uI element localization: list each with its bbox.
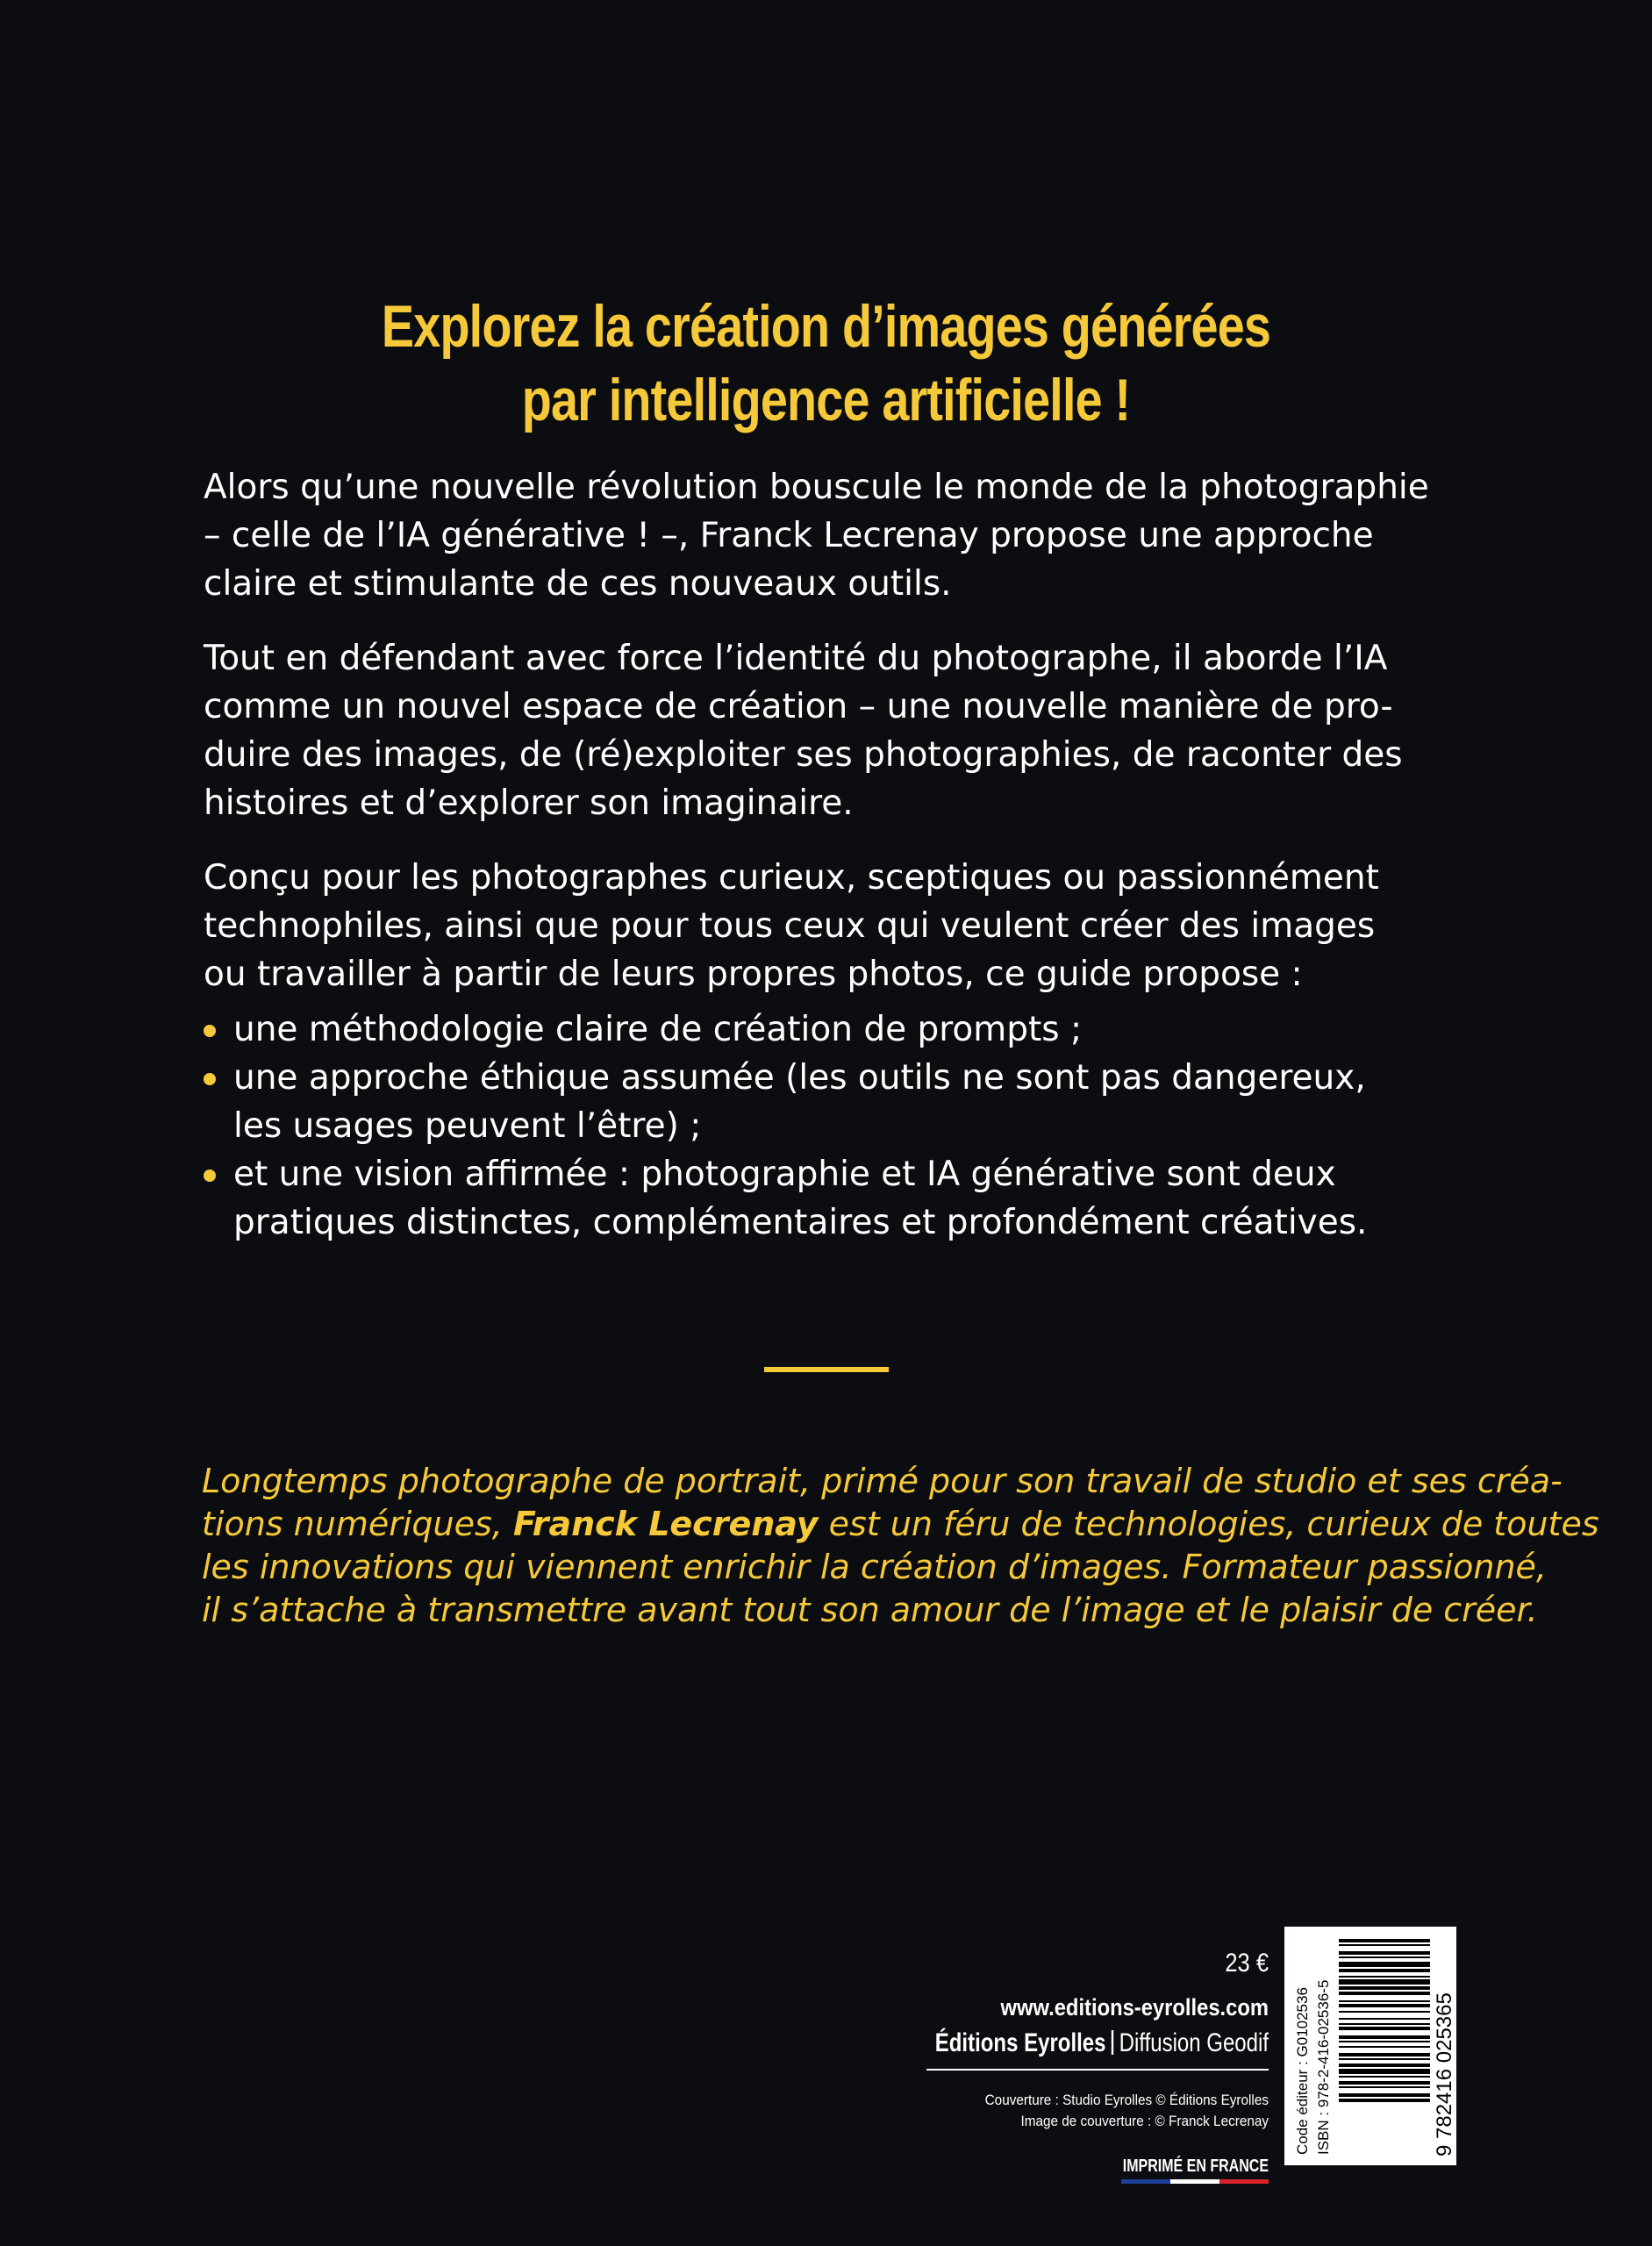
french-flag-icon [1121,2179,1269,2184]
bullet-dot-icon [204,1025,216,1037]
paragraph-line: duire des images, de (ré)exploiter ses photographies, de raconter des [204,735,1403,775]
barcode-bar [1339,1976,1430,1978]
barcode-bar [1339,1986,1430,1990]
barcode-bar [1339,1951,1430,1955]
barcode-bar [1339,2099,1430,2102]
barcode-bar [1339,2081,1430,2085]
price: 23 € [1225,1949,1269,1978]
paragraph-line: technophiles, ainsi que pour tous ceux qui veulent créer des images [204,906,1376,946]
barcode-bar [1339,1939,1430,1942]
barcode-digits: 9 782416 025365 [1433,1992,1456,2157]
barcode-bar [1339,2069,1430,2074]
bio-line: il s’attache à transmettre avant tout son amour de l’image et le plaisir de créer. [202,1591,1538,1629]
barcode-bar [1339,2011,1430,2013]
printed-in-france: IMPRIMÉ EN FRANCE [1122,2157,1269,2176]
list-item-line: une approche éthique assumée (les outils ne sont pas dangereux, [233,1058,1366,1098]
publisher-line [932,2025,1269,2062]
divider [764,1367,889,1372]
bullet-list [204,1005,1456,1247]
website-link[interactable]: www.editions-eyrolles.com [1000,1994,1269,2021]
paragraph-line: Conçu pour les photographes curieux, sceptiques ou passionnément [204,858,1379,898]
barcode-code-editeur: Code éditeur : G0102536 [1294,1987,1311,2155]
description [204,463,1456,1247]
barcode-bar [1339,1992,1430,1995]
headline-line-1: Explorez la création d’images générées [381,293,1271,360]
list-item-line: les usages peuvent l’être) ; [233,1106,702,1146]
list-item [204,1054,1456,1150]
barcode-bar [1339,2041,1430,2042]
author-name: Franck Lecrenay [512,1505,819,1543]
bio-text: est un féru de technologies, curieux de toutes [818,1505,1599,1543]
paragraph-line: comme un nouvel espace de création – une nouvelle manière de pro- [204,687,1393,726]
barcode-bar [1339,2058,1430,2060]
barcode-bar [1339,1944,1430,1946]
barcode-bar [1339,1979,1430,1985]
barcode-isbn: ISBN : 978-2-416-02536-5 [1315,1979,1332,2155]
barcode-bar [1339,1962,1430,1967]
list-item [204,1150,1456,1247]
bio-text: tions numériques, [202,1505,513,1543]
paragraph-1 [204,463,1456,608]
author-bio [202,1460,1599,1632]
bio-line [202,1503,1599,1546]
bullet-dot-icon [204,1169,216,1182]
barcode-bar [1339,2023,1430,2025]
paragraph-line: Tout en défendant avec force l’identité du photographe, il aborde l’IA [204,639,1388,678]
bio-line: les innovations qui viennent enrichir la création d’images. Formateur passionné, [202,1548,1548,1586]
paragraph-line: – celle de l’IA générative ! –, Franck Lecrenay propose une approche [204,516,1374,555]
paragraph-line: histoires et d’explorer son imaginaire. [204,783,854,823]
credit-image: Image de couverture : © Franck Lecrenay [1020,2113,1269,2129]
barcode [1284,1927,1456,2165]
barcode-bar [1339,2053,1430,2056]
barcode-bar [1339,2076,1430,2078]
bio-line: Longtemps photographe de portrait, primé pour son travail de studio et ses créa- [202,1462,1563,1500]
credit-cover: Couverture : Studio Eyrolles © Éditions Eyrolles [984,2092,1269,2108]
barcode-bar [1339,2035,1430,2039]
headline-line-2: par intelligence artificielle ! [521,367,1131,433]
distribution: Diffusion Geodif [1119,2028,1269,2057]
bullet-dot-icon [204,1073,216,1085]
paragraph-line: Alors qu’une nouvelle révolution bouscule le monde de la photographie [204,468,1429,507]
list-item-line: pratiques distinctes, complémentaires et profondément créatives. [233,1203,1368,1242]
paragraph-2 [204,634,1456,827]
barcode-bar [1339,2086,1430,2088]
barcode-bar [1339,2004,1430,2007]
headline [148,290,1503,437]
publisher-block [847,1946,1269,2184]
separator [1112,2030,1113,2055]
barcode-bar [1339,2027,1430,2030]
barcode-bar [1339,1969,1430,1972]
barcode-bar [1339,1956,1430,1958]
rule [926,2069,1269,2071]
paragraph-line: claire et stimulante de ces nouveaux outils. [204,564,952,604]
list-item-line: et une vision affirmée : photographie et IA générative sont deux [233,1155,1336,1194]
barcode-graphic [1284,1927,1456,2165]
barcode-bar [1339,2093,1430,2097]
barcode-bar [1339,2018,1430,2020]
publisher-name: Éditions Eyrolles [934,2028,1106,2057]
paragraph-3 [204,854,1456,998]
barcode-bar [1339,2064,1430,2067]
paragraph-line: ou travailler à partir de leurs propres photos, ce guide propose : [204,955,1303,994]
list-item-line: une méthodologie claire de création de prompts ; [233,1010,1083,1049]
barcode-bars [1339,1939,1430,2102]
barcode-bar [1339,2000,1430,2002]
list-item [204,1005,1456,1054]
barcode-bar [1339,2046,1430,2048]
